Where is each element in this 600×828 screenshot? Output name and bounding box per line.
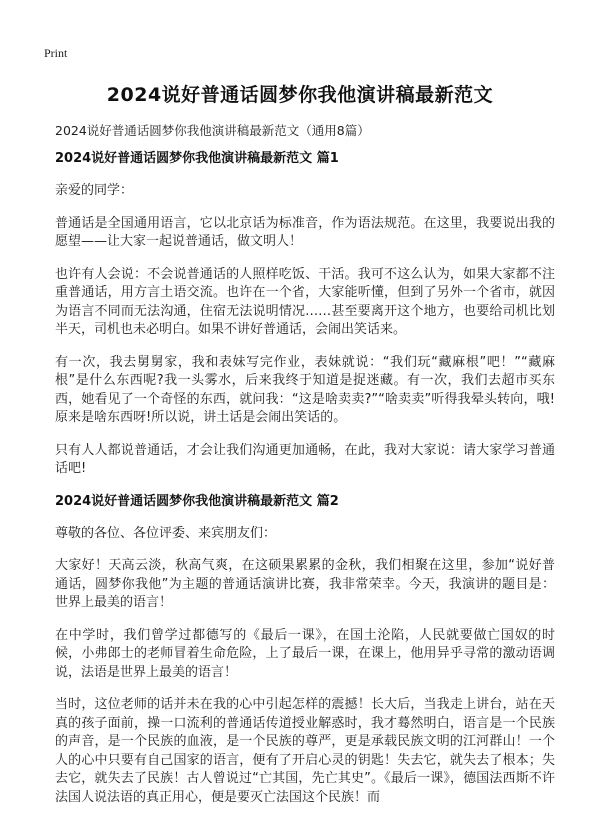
- print-label[interactable]: Print: [44, 46, 68, 60]
- section-greeting: 尊敬的各位、各位评委、来宾朋友们：: [55, 525, 277, 541]
- paragraph: 也许有人会说：不会说普通话的人照样吃饭、干活。我可不这么认为，如果大家都不注重普通话，用方言土语交流。也许在一个省，大家能听懂，但到了另外一个省市，就因为语言不同而无法沟通，住宿无法说明情况……甚至要离开这个地方，也要给司机比划半天，司机也未必明白。如果不讲好普通话，会闹出笑话来。: [55, 266, 555, 337]
- section-2: [55, 493, 555, 808]
- paragraph: 大家好！天高云淡，秋高气爽，在这硕果累累的金秋，我们相聚在这里，参加“说好普通话，圆梦你我他”为主题的普通话演讲比赛，我非常荣幸。今天，我演讲的题目是：世界上最美的语言！: [55, 558, 555, 610]
- paragraph: 在中学时，我们曾学过都德写的《最后一课》，在国土沦陷，人民就要做亡国奴的时候，小弗郎士的老师冒着生命危险，上了最后一课，在课上，他用异乎寻常的激动语调说，法语是世界上最美的语言！: [55, 627, 555, 680]
- paragraph: 只有人人都说普通话，才会让我们沟通更加通畅，在此，我对大家说：请大家学习普通话吧!: [55, 442, 555, 476]
- document-title: 2024说好普通话圆梦你我他演讲稿最新范文: [106, 84, 494, 106]
- section-heading: 2024说好普通话圆梦你我他演讲稿最新范文 篇1: [55, 151, 339, 166]
- paragraph: 有一次，我去舅舅家，我和表妹写完作业，表妹就说：“我们玩“藏麻根”吧！”“藏麻根”是什么东西呢?我一头雾水，后来我终于知道是捉迷藏。有一次，我们去超市买东西，她看见了一个奇怪的东西，就问我：“这是啥卖卖?”“啥卖卖”听得我晕头转向，哦!原来是啥东西呀!所以说，讲土话是会闹出笑话的。: [55, 354, 555, 425]
- section-greeting: 亲爱的同学：: [55, 183, 134, 198]
- section-1: [55, 150, 555, 479]
- paragraph: 普通话是全国通用语言，它以北京话为标准音，作为语法规范。在这里，我要说出我的愿望——让大家一起说普通话，做文明人！: [55, 215, 555, 249]
- paragraph: 当时，这位老师的话并未在我的心中引起怎样的震撼！长大后，当我走上讲台，站在天真的孩子面前，操一口流利的普通话传道授业解惑时，我才蓦然明白，语言是一个民族的声音，是一个民族的血液，是一个民族的尊严，更是承载民族文明的江河群山！一个人的心中只要有自己国家的语言，便有了开启心灵的钥匙！失去它，就失去了根本；失去它，就失去了民族！古人曾说过“亡其国，先亡其史”。《最后一课》，德国法西斯不许法国人说法语的真正用心，便是要灭亡法国这个民族！而: [55, 697, 555, 805]
- document-subtitle: 2024说好普通话圆梦你我他演讲稿最新范文（通用8篇）: [55, 123, 370, 138]
- document-body: [55, 150, 555, 821]
- section-heading: 2024说好普通话圆梦你我他演讲稿最新范文 篇2: [55, 493, 339, 509]
